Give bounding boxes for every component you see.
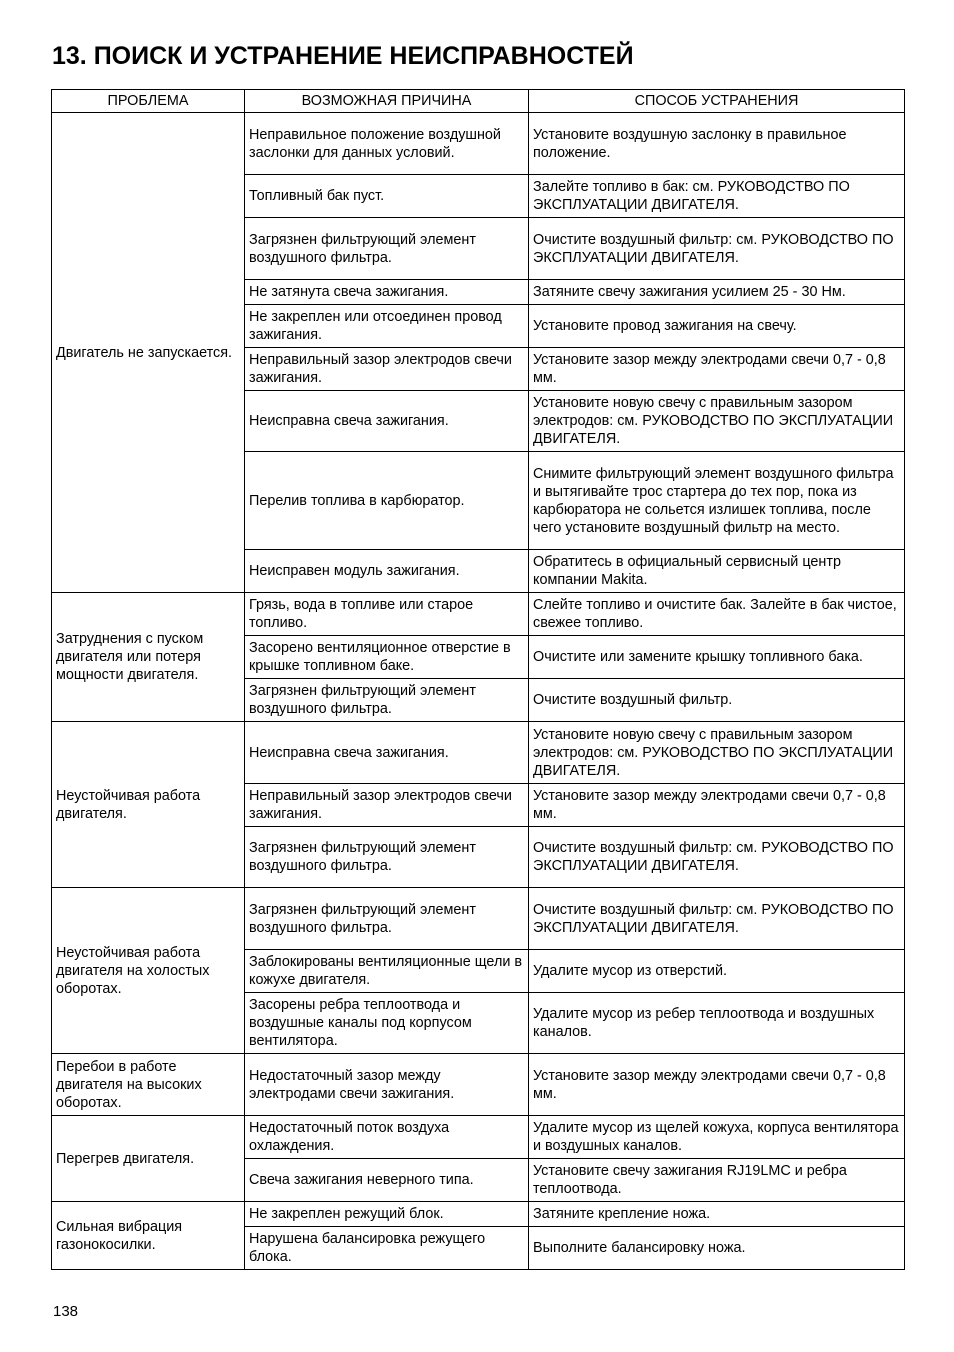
remedy-cell: Очистите воздушный фильтр: см. РУКОВОДСТВО ПО ЭКСПЛУАТАЦИИ ДВИГАТЕЛЯ.: [529, 888, 905, 950]
remedy-cell: Установите новую свечу с правильным зазором электродов: см. РУКОВОДСТВО ПО ЭКСПЛУАТАЦИИ ДВИГАТЕЛЯ.: [529, 722, 905, 784]
remedy-cell: Установите зазор между электродами свечи 0,7 - 0,8 мм.: [529, 348, 905, 391]
cause-cell: Засорены ребра теплоотвода и воздушные каналы под корпусом вентилятора.: [245, 993, 529, 1054]
header-remedy: СПОСОБ УСТРАНЕНИЯ: [529, 90, 905, 113]
remedy-cell: Очистите воздушный фильтр: см. РУКОВОДСТВО ПО ЭКСПЛУАТАЦИИ ДВИГАТЕЛЯ.: [529, 827, 905, 888]
cause-cell: Загрязнен фильтрующий элемент воздушного фильтра.: [245, 218, 529, 280]
table-row: [52, 1202, 905, 1227]
problem-cell: Затруднения с пуском двигателя или потеря мощности двигателя.: [52, 593, 245, 722]
cause-cell: Неисправна свеча зажигания.: [245, 391, 529, 452]
remedy-cell: Очистите воздушный фильтр.: [529, 679, 905, 722]
header-problem: ПРОБЛЕМА: [52, 90, 245, 113]
table-row: [52, 888, 905, 950]
cause-cell: Недостаточный поток воздуха охлаждения.: [245, 1116, 529, 1159]
table-row: [52, 593, 905, 636]
cause-cell: Загрязнен фильтрующий элемент воздушного фильтра.: [245, 679, 529, 722]
remedy-cell: Установите зазор между электродами свечи 0,7 - 0,8 мм.: [529, 784, 905, 827]
remedy-cell: Слейте топливо и очистите бак. Залейте в бак чистое, свежее топливо.: [529, 593, 905, 636]
remedy-cell: Установите воздушную заслонку в правильное положение.: [529, 113, 905, 175]
remedy-cell: Удалите мусор из ребер теплоотвода и воздушных каналов.: [529, 993, 905, 1054]
problem-cell: Перебои в работе двигателя на высоких оборотах.: [52, 1054, 245, 1116]
cause-cell: Неправильное положение воздушной заслонки для данных условий.: [245, 113, 529, 175]
cause-cell: Загрязнен фильтрующий элемент воздушного фильтра.: [245, 888, 529, 950]
problem-cell: Неустойчивая работа двигателя.: [52, 722, 245, 888]
problem-cell: Двигатель не запускается.: [52, 113, 245, 593]
remedy-cell: Затяните свечу зажигания усилием 25 - 30 Нм.: [529, 280, 905, 305]
cause-cell: Недостаточный зазор между электродами свечи зажигания.: [245, 1054, 529, 1116]
cause-cell: Неисправен модуль зажигания.: [245, 550, 529, 593]
remedy-cell: Установите новую свечу с правильным зазором электродов: см. РУКОВОДСТВО ПО ЭКСПЛУАТАЦИИ ДВИГАТЕЛЯ.: [529, 391, 905, 452]
cause-cell: Топливный бак пуст.: [245, 175, 529, 218]
remedy-cell: Удалите мусор из отверстий.: [529, 950, 905, 993]
table-row: [52, 722, 905, 784]
remedy-cell: Снимите фильтрующий элемент воздушного фильтра и вытягивайте трос стартера до тех пор, пока из карбюратора не сольется излишек топлива, после чего установите воздушный фильтр на место.: [529, 452, 905, 550]
remedy-cell: Очистите или замените крышку топливного бака.: [529, 636, 905, 679]
cause-cell: Не затянута свеча зажигания.: [245, 280, 529, 305]
table-body: [52, 113, 905, 1270]
page-title: 13. ПОИСК И УСТРАНЕНИЕ НЕИСПРАВНОСТЕЙ: [52, 42, 634, 70]
header-cause: ВОЗМОЖНАЯ ПРИЧИНА: [245, 90, 529, 113]
table-header-row: [52, 90, 905, 113]
problem-cell: Сильная вибрация газонокосилки.: [52, 1202, 245, 1270]
cause-cell: Неправильный зазор электродов свечи зажигания.: [245, 784, 529, 827]
cause-cell: Не закреплен режущий блок.: [245, 1202, 529, 1227]
cause-cell: Засорено вентиляционное отверстие в крышке топливном баке.: [245, 636, 529, 679]
cause-cell: Нарушена балансировка режущего блока.: [245, 1227, 529, 1270]
cause-cell: Не закреплен или отсоединен провод зажигания.: [245, 305, 529, 348]
remedy-cell: Удалите мусор из щелей кожуха, корпуса вентилятора и воздушных каналов.: [529, 1116, 905, 1159]
cause-cell: Перелив топлива в карбюратор.: [245, 452, 529, 550]
cause-cell: Неправильный зазор электродов свечи зажигания.: [245, 348, 529, 391]
table-row: [52, 1116, 905, 1159]
problem-cell: Неустойчивая работа двигателя на холостых оборотах.: [52, 888, 245, 1054]
cause-cell: Свеча зажигания неверного типа.: [245, 1159, 529, 1202]
remedy-cell: Установите зазор между электродами свечи 0,7 - 0,8 мм.: [529, 1054, 905, 1116]
cause-cell: Загрязнен фильтрующий элемент воздушного фильтра.: [245, 827, 529, 888]
problem-cell: Перегрев двигателя.: [52, 1116, 245, 1202]
remedy-cell: Обратитесь в официальный сервисный центр компании Makita.: [529, 550, 905, 593]
remedy-cell: Установите провод зажигания на свечу.: [529, 305, 905, 348]
remedy-cell: Установите свечу зажигания RJ19LMC и ребра теплоотвода.: [529, 1159, 905, 1202]
remedy-cell: Залейте топливо в бак: см. РУКОВОДСТВО ПО ЭКСПЛУАТАЦИИ ДВИГАТЕЛЯ.: [529, 175, 905, 218]
remedy-cell: Очистите воздушный фильтр: см. РУКОВОДСТВО ПО ЭКСПЛУАТАЦИИ ДВИГАТЕЛЯ.: [529, 218, 905, 280]
cause-cell: Неисправна свеча зажигания.: [245, 722, 529, 784]
cause-cell: Заблокированы вентиляционные щели в кожухе двигателя.: [245, 950, 529, 993]
table-row: [52, 113, 905, 175]
cause-cell: Грязь, вода в топливе или старое топливо.: [245, 593, 529, 636]
remedy-cell: Выполните балансировку ножа.: [529, 1227, 905, 1270]
remedy-cell: Затяните крепление ножа.: [529, 1202, 905, 1227]
table-row: [52, 1054, 905, 1116]
page-number: 138: [53, 1303, 79, 1320]
troubleshooting-table: [51, 89, 905, 1270]
